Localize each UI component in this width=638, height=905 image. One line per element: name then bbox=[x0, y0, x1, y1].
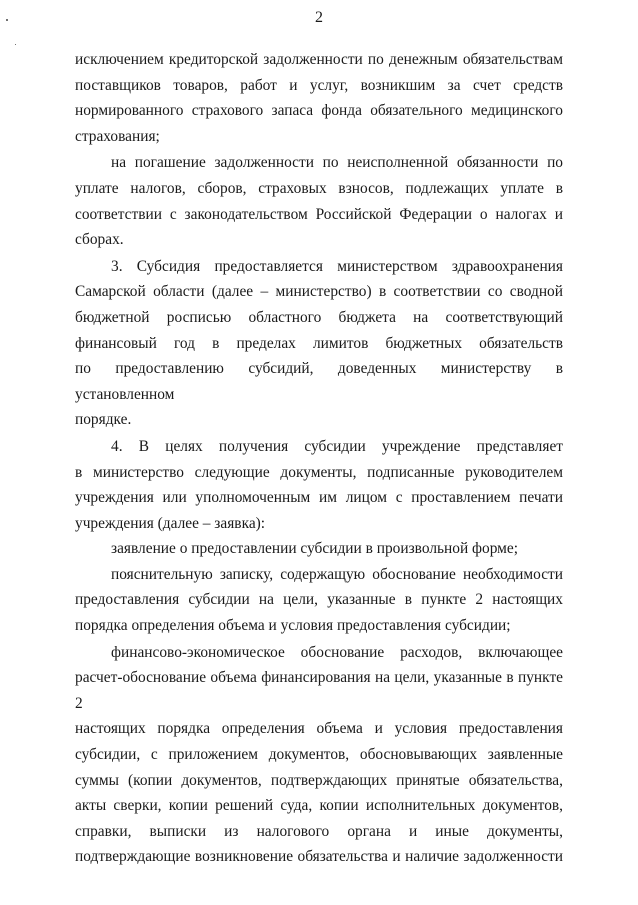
text-line: 4. В целях получения субсидии учреждение представляет bbox=[111, 437, 563, 455]
text-line: акты сверки, копии решений суда, копии исполнительных документов, bbox=[75, 797, 563, 815]
text-line: финансовый год в пределах лимитов бюджетных обязательств bbox=[75, 334, 563, 352]
paragraph-item-3 bbox=[75, 254, 563, 433]
text-line: Самарской области (далее – министерство) в соответствии со сводной bbox=[75, 283, 563, 301]
paragraph-continuation bbox=[75, 47, 563, 149]
text-line: соответствии с законодательством Российской Федерации о налогах и bbox=[75, 205, 563, 223]
text-line: суммы (копии документов, подтверждающих принятые обязательства, bbox=[75, 771, 563, 789]
text-line: предоставления субсидии на цели, указанные в пункте 2 настоящих bbox=[75, 591, 563, 609]
text-line: сборах. bbox=[75, 231, 124, 249]
text-line: учреждения или уполномоченным им лицом с проставлением печати bbox=[75, 489, 563, 507]
text-line: по предоставлению субсидий, доведенных министерству в установленном bbox=[75, 360, 563, 403]
scan-speck bbox=[15, 44, 16, 45]
text-line: финансово-экономическое обоснование расходов, включающее bbox=[111, 643, 563, 661]
paragraph-explanatory-note bbox=[75, 562, 563, 639]
text-line: страхования; bbox=[75, 127, 160, 145]
page-number: 2 bbox=[315, 9, 323, 26]
text-line: нормированного страхового запаса фонда обязательного медицинского bbox=[75, 102, 563, 120]
text-line: исключением кредиторской задолженности по денежным обязательствам bbox=[75, 51, 563, 68]
paragraph-tax-debt bbox=[75, 150, 563, 252]
text-line: заявление о предоставлении субсидии в произвольной форме; bbox=[111, 540, 519, 558]
text-line: настоящих порядка определения объема и условия предоставления bbox=[75, 720, 563, 738]
text-line: 3. Субсидия предоставляется министерством здравоохранения bbox=[111, 257, 563, 275]
paragraph-application bbox=[75, 536, 563, 562]
text-line: порядка определения объема и условия предоставления субсидии; bbox=[75, 617, 511, 635]
text-line: порядке. bbox=[75, 411, 132, 429]
text-line: бюджетной росписью областного бюджета на соответствующий bbox=[75, 308, 563, 326]
text-line: подтверждающие возникновение обязательства и наличие задолженности bbox=[75, 848, 563, 866]
paragraph-item-4 bbox=[75, 434, 563, 536]
paragraph-financial-justification bbox=[75, 640, 563, 870]
text-line: пояснительную записку, содержащую обоснование необходимости bbox=[111, 565, 563, 583]
text-line: расчет-обоснование объема финансирования на цели, указанные в пункте 2 bbox=[75, 669, 563, 712]
text-line: учреждения (далее – заявка): bbox=[75, 514, 266, 532]
text-line: субсидии, с приложением документов, обосновывающих заявленные bbox=[75, 746, 563, 764]
text-line: поставщиков товаров, работ и услуг, возникшим за счет средств bbox=[75, 76, 563, 94]
text-line: уплате налогов, сборов, страховых взносов, подлежащих уплате в bbox=[75, 179, 563, 197]
text-line: на погашение задолженности по неисполненной обязанности по bbox=[111, 154, 563, 172]
text-line: в министерство следующие документы, подписанные руководителем bbox=[75, 463, 563, 481]
text-line: справки, выписки из налогового органа и иные документы, bbox=[75, 822, 563, 840]
document-body bbox=[75, 47, 563, 870]
